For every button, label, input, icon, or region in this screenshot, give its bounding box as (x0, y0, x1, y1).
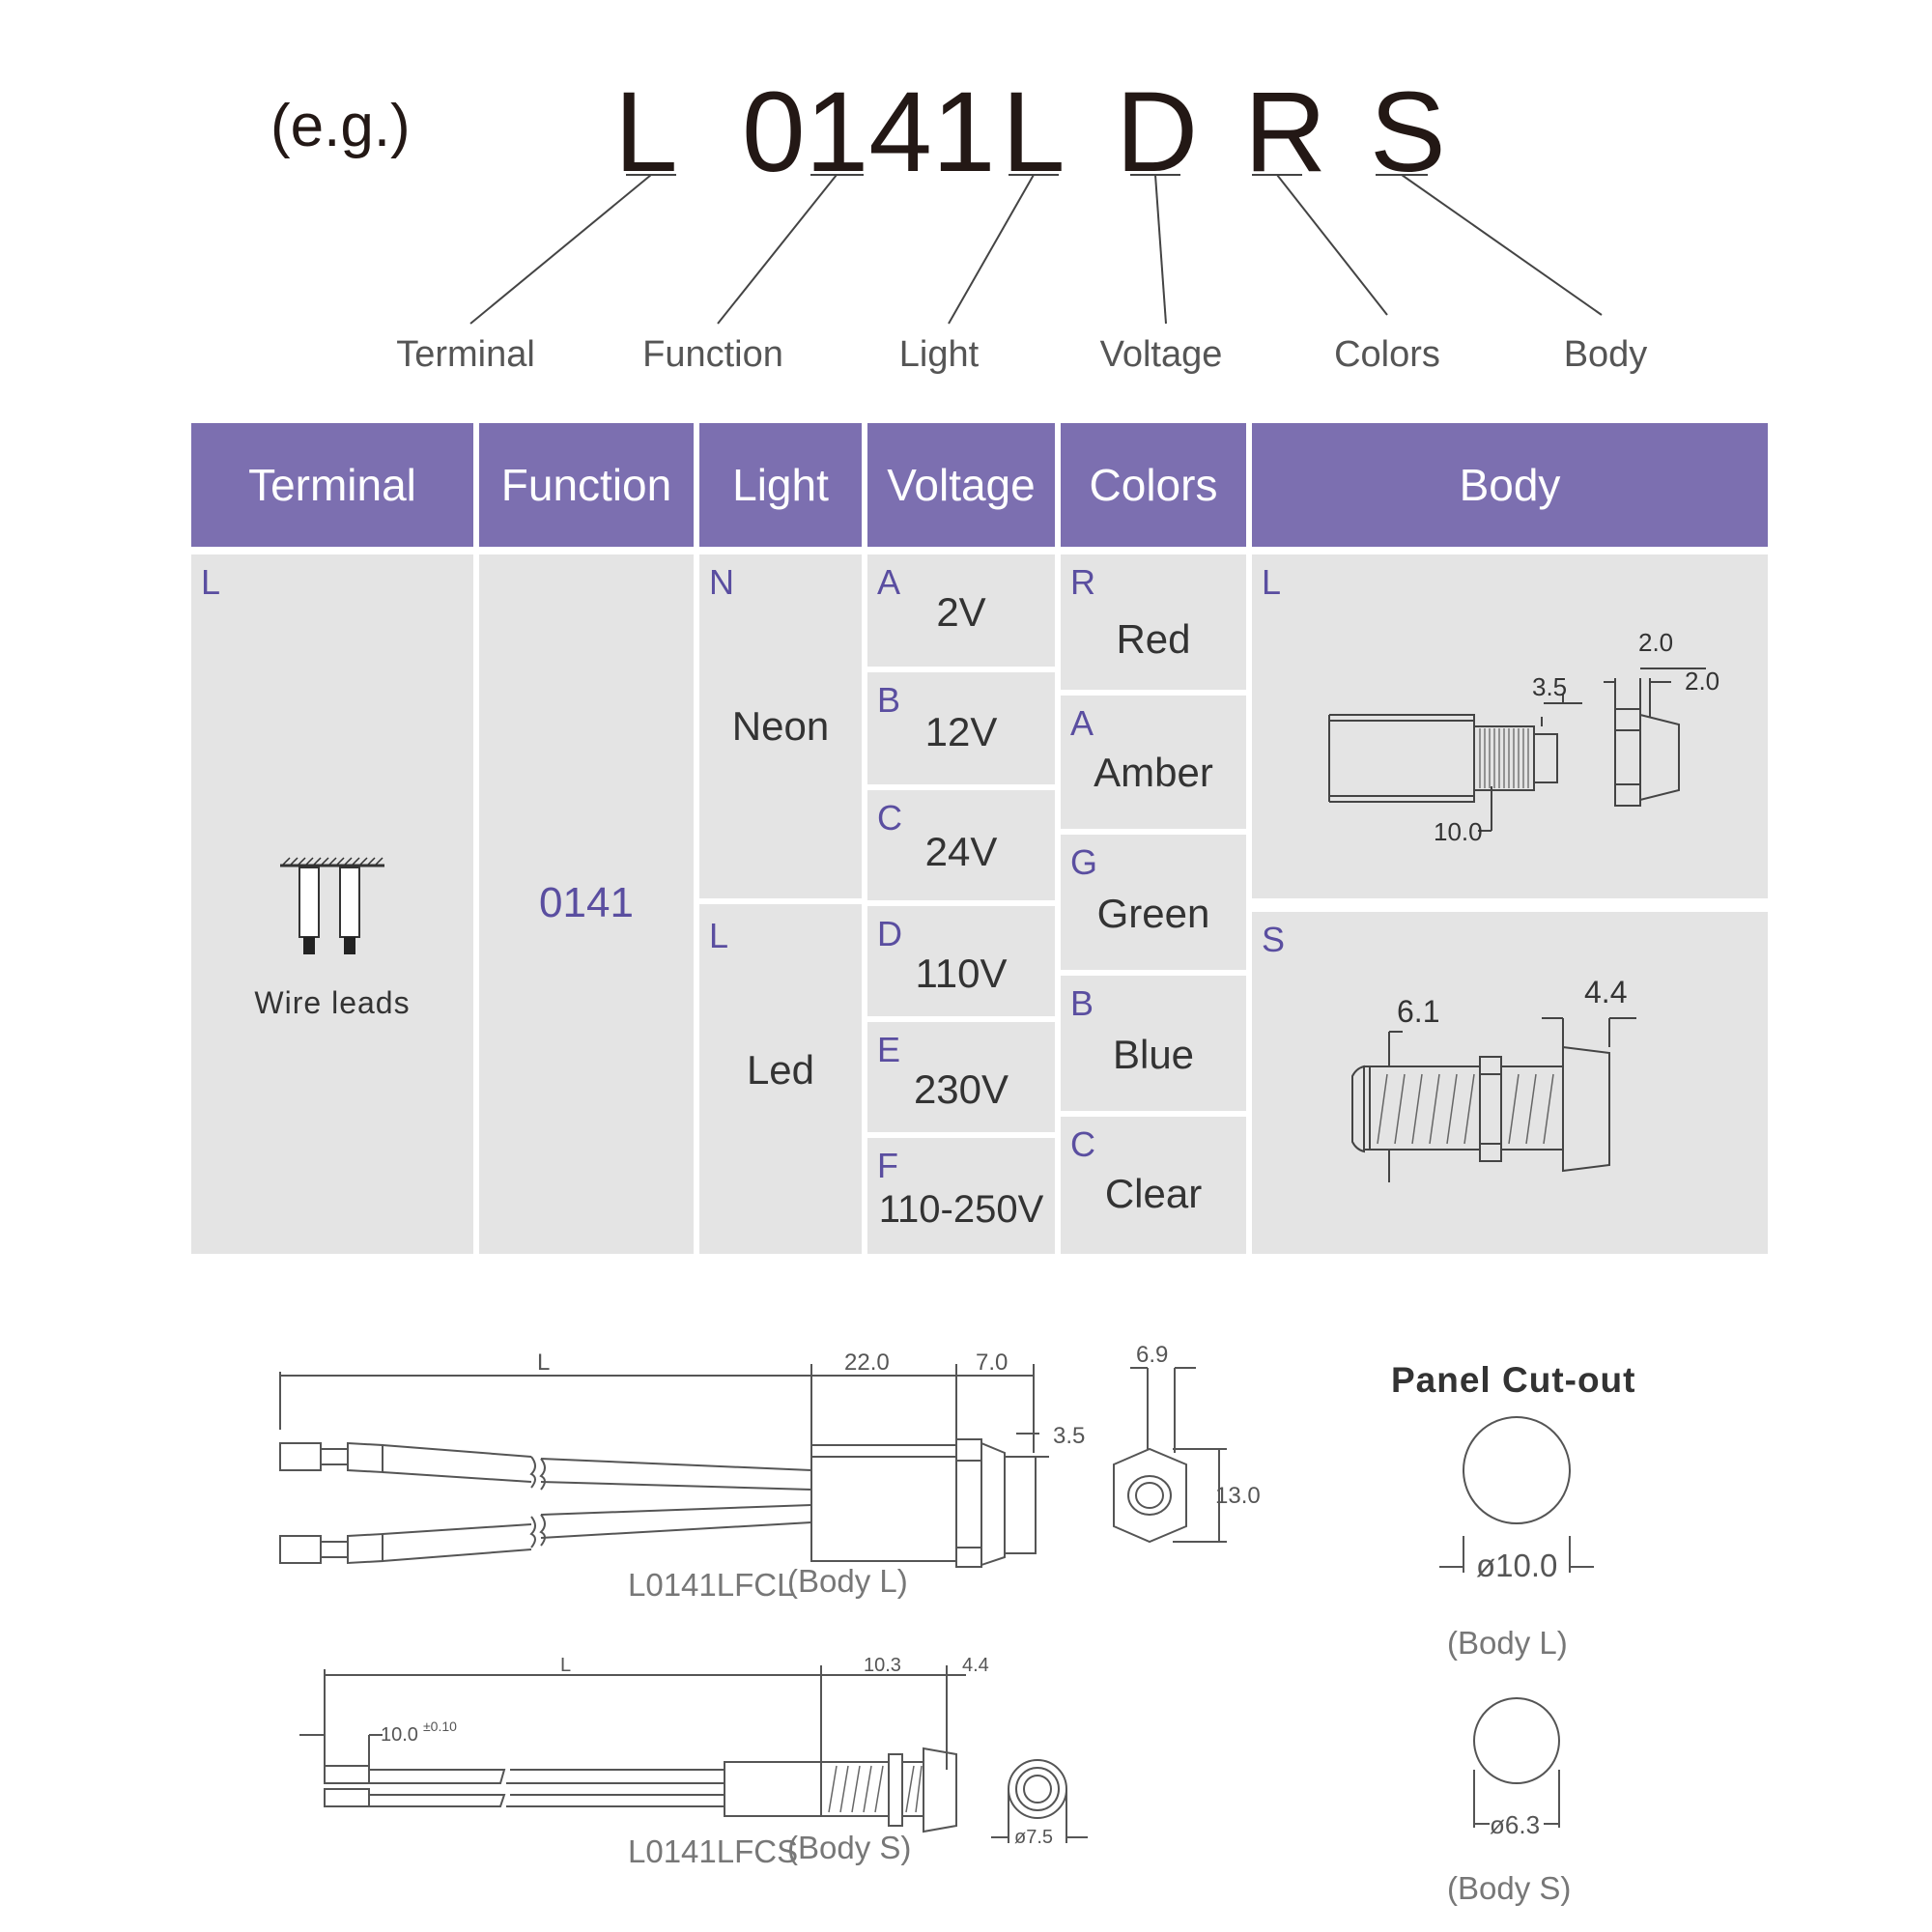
code-colors: R (1244, 69, 1327, 196)
color-label: Blue (1112, 1032, 1195, 1077)
header-body: Body (1252, 423, 1768, 547)
body-option-l (1252, 554, 1768, 898)
color-code: G (1070, 842, 1098, 882)
panel-dim-6.3: ø6.3 (1490, 1810, 1541, 1839)
body-l-lead-drawing (261, 1343, 1294, 1594)
panel-body-s: (Body S) (1447, 1870, 1572, 1906)
terminal-code: L (201, 562, 221, 602)
label-colors: Colors (1334, 334, 1440, 375)
function-value: 0141 (539, 879, 634, 926)
voltage-label: 2V (936, 589, 986, 635)
light-option-neon (699, 554, 862, 898)
header-function: Function (479, 423, 694, 547)
lead-s-model: L0141LFCS (628, 1833, 799, 1869)
lead-s-body: (Body S) (787, 1830, 912, 1865)
color-code: R (1070, 562, 1095, 602)
eg-prefix: (e.g.) (270, 93, 411, 159)
voltage-code: A (877, 562, 901, 602)
body-code: S (1262, 920, 1286, 959)
body-l-dim-10.0: 10.0 (1434, 817, 1483, 846)
voltage-option (867, 906, 1055, 1016)
voltage-label: 12V (924, 709, 998, 754)
color-code: C (1070, 1124, 1095, 1164)
body-l-dim-2.0-top: 2.0 (1638, 628, 1674, 657)
color-label: Green (1096, 891, 1210, 936)
code-light: L (1002, 69, 1065, 196)
label-terminal: Terminal (396, 334, 535, 375)
voltage-code: C (877, 798, 902, 838)
voltage-code: B (877, 680, 901, 720)
voltage-label: 24V (924, 829, 998, 874)
color-option-green (1061, 835, 1246, 970)
color-label: Amber (1094, 750, 1213, 795)
lead-s-dim-length: L (560, 1655, 572, 1676)
wire-leads-icon (276, 856, 392, 962)
body-s-drawing (1252, 912, 1768, 1254)
voltage-code: D (877, 914, 902, 953)
lead-l-dim-6.9: 6.9 (1136, 1343, 1169, 1368)
voltage-option (867, 672, 1055, 784)
panel-cutout-drawing (1420, 1410, 1652, 1913)
voltage-label: 110-250V (878, 1188, 1044, 1231)
color-option-clear (1061, 1117, 1246, 1254)
color-label: Red (1116, 616, 1191, 662)
color-code: B (1070, 983, 1094, 1023)
terminal-cell (191, 554, 473, 1254)
lead-l-dim-7.0: 7.0 (976, 1350, 1009, 1376)
label-voltage: Voltage (1099, 334, 1223, 375)
voltage-option (867, 790, 1055, 900)
lead-s-dim-4.4: 4.4 (962, 1655, 989, 1676)
label-function: Function (642, 334, 783, 375)
light-label: Neon (731, 703, 830, 749)
body-l-dim-3.5: 3.5 (1532, 672, 1568, 701)
body-s-lead-drawing (299, 1654, 1121, 1857)
voltage-code: E (877, 1030, 901, 1069)
lead-l-dim-length: L (537, 1350, 551, 1376)
label-light: Light (898, 334, 980, 375)
header-terminal: Terminal (191, 423, 473, 547)
body-s-dim-6.1: 6.1 (1397, 994, 1440, 1029)
voltage-label: 110V (915, 951, 1008, 996)
body-s-dim-4.4: 4.4 (1584, 975, 1628, 1009)
code-body: S (1370, 69, 1446, 196)
color-option-blue (1061, 976, 1246, 1111)
lead-s-dim-10.3: 10.3 (864, 1655, 901, 1676)
voltage-option (867, 554, 1055, 667)
light-code: N (709, 562, 734, 602)
terminal-caption: Wire leads (254, 985, 411, 1020)
panel-body-l: (Body L) (1447, 1625, 1568, 1661)
lead-l-dim-13.0: 13.0 (1215, 1483, 1261, 1509)
voltage-option (867, 1022, 1055, 1132)
header-light: Light (699, 423, 862, 547)
body-l-dim-2.0-right: 2.0 (1685, 667, 1720, 696)
voltage-option (867, 1138, 1055, 1254)
light-code: L (709, 916, 729, 955)
function-cell (479, 554, 694, 1254)
lead-l-dim-22.0: 22.0 (844, 1350, 890, 1376)
panel-dim-10.0: ø10.0 (1476, 1548, 1558, 1583)
lead-l-dim-3.5: 3.5 (1053, 1423, 1086, 1449)
body-option-s (1252, 912, 1768, 1254)
code-terminal: L (614, 69, 678, 196)
body-l-drawing (1252, 554, 1768, 898)
light-label: Led (746, 1047, 815, 1093)
code-function: 0141 (742, 69, 996, 196)
lead-s-dim-10.0: 10.0 (381, 1724, 418, 1746)
voltage-code: F (877, 1146, 898, 1185)
color-label: Clear (1104, 1171, 1203, 1216)
light-option-led (699, 904, 862, 1254)
panel-cutout-title: Panel Cut-out (1391, 1360, 1636, 1400)
body-code: L (1262, 562, 1282, 602)
label-body: Body (1563, 334, 1648, 375)
lead-s-dim-diameter: ø7.5 (1014, 1827, 1054, 1848)
lead-l-body: (Body L) (787, 1563, 908, 1599)
lead-l-model: L0141LFCL (628, 1567, 795, 1603)
header-colors: Colors (1061, 423, 1246, 547)
lead-s-dim-tolerance: ±0.10 (423, 1719, 457, 1734)
code-voltage: D (1116, 69, 1199, 196)
header-voltage: Voltage (867, 423, 1055, 547)
color-option-amber (1061, 696, 1246, 829)
voltage-label: 230V (913, 1066, 1009, 1112)
color-code: A (1070, 703, 1094, 743)
color-option-red (1061, 554, 1246, 690)
